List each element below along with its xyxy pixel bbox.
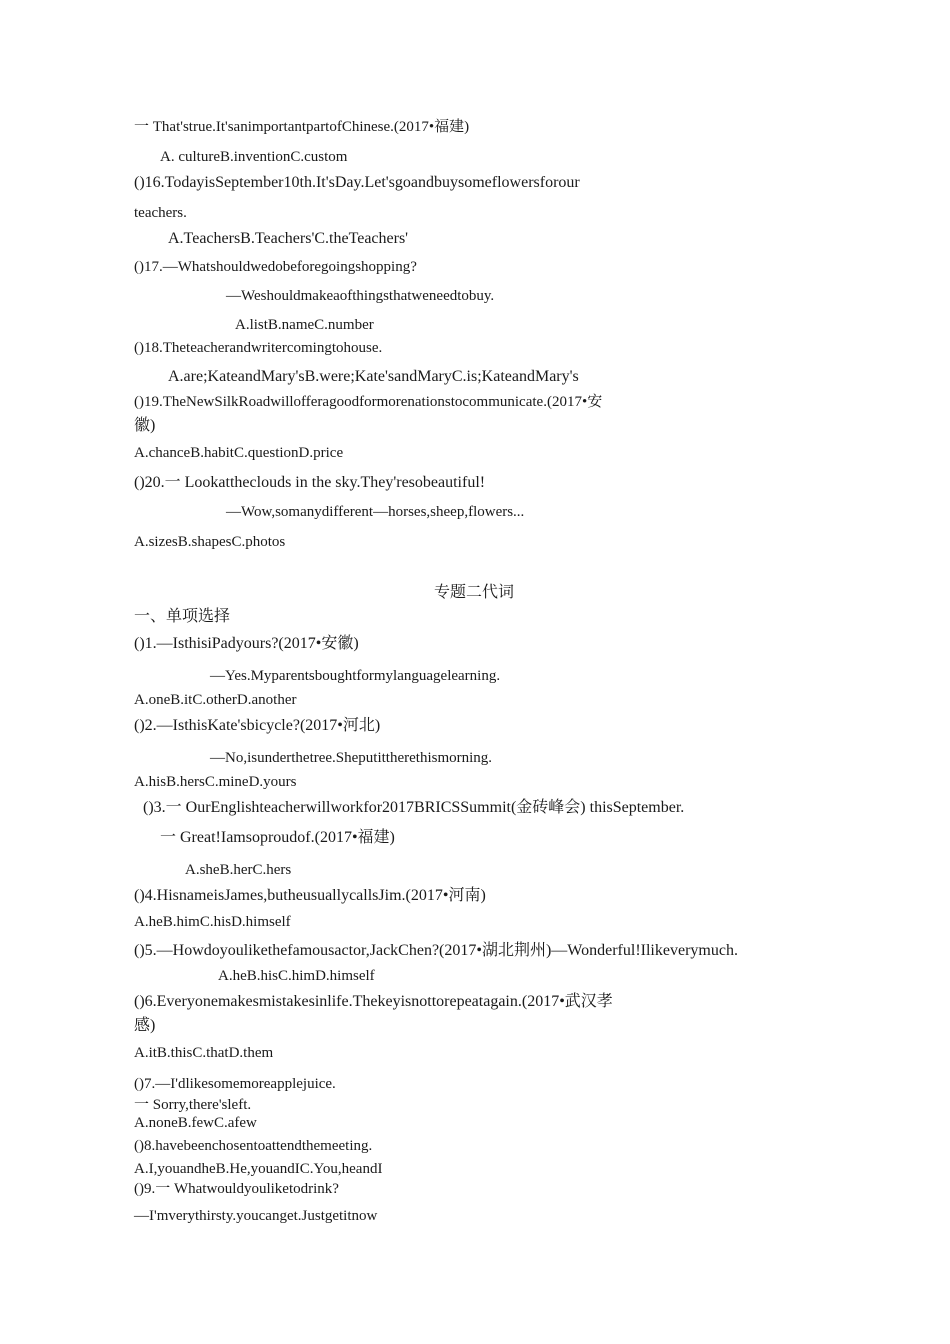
text-line: —Wow,somanydifferent—horses,sheep,flowers... (226, 504, 525, 520)
text-line: —I'mverythirsty.youcanget.Justgetitnow (134, 1208, 378, 1224)
question-17: ()17.—Whatshouldwedobeforegoingshopping? (134, 259, 417, 275)
question-8: ()8.havebeenchosentoattendthemeeting. (134, 1138, 373, 1154)
answer-options: A.are;KateandMary'sB.were;Kate'sandMaryC.is;KateandMary's (168, 368, 579, 385)
question-1: ()1.—IsthisiPadyours?(2017•安徽) (134, 635, 359, 652)
section-title: 专题二代词 (434, 584, 515, 601)
answer-options: A.heB.hisC.himD.himself (218, 968, 375, 984)
answer-options: A.sheB.herC.hers (185, 862, 292, 878)
answer-options: A.sizesB.shapesC.photos (134, 534, 286, 550)
question-19: ()19.TheNewSilkRoadwillofferagoodformorenationstocommunicate.(2017•安 (134, 394, 603, 410)
text-line: —No,isunderthetree.Sheputittherethismorning. (210, 750, 493, 766)
question-2: ()2.—IsthisKate'sbicycle?(2017•河北) (134, 717, 381, 734)
question-6: ()6.Everyonemakesmistakesinlife.Thekeyisnottorepeatagain.(2017•武汉孝 (134, 993, 613, 1010)
answer-options: A.noneB.fewC.afew (134, 1115, 257, 1131)
question-5: ()5.—Howdoyoulikethefamousactor,JackChen?(2017•湖北荆州)—Wonderful!Ilikeverymuch. (134, 942, 738, 959)
text-line: 一 Sorry,there'sleft. (134, 1097, 252, 1113)
text-line: 一 Great!Iamsoproudof.(2017•福建) (160, 829, 395, 846)
text-line: teachers. (134, 205, 187, 221)
question-3: ()3.一 OurEnglishteacherwillworkfor2017BRICSSummit(金砖峰会) thisSeptember. (143, 799, 685, 816)
text-line: —Yes.Myparentsboughtformylanguagelearning. (210, 668, 501, 684)
question-18: ()18.Theteacherandwritercomingtohouse. (134, 340, 383, 356)
answer-options: A.itB.thisC.thatD.them (134, 1045, 274, 1061)
text-line: —Weshouldmakeaofthingsthatweneedtobuy. (226, 288, 495, 304)
question-7: ()7.—I'dlikesomemoreapplejuice. (134, 1076, 336, 1092)
answer-options: A.heB.himC.hisD.himself (134, 914, 291, 930)
answer-options: A.listB.nameC.number (235, 317, 374, 333)
answer-options: A.hisB.hersC.mineD.yours (134, 774, 297, 790)
answer-options: A.I,youandheB.He,youandIC.You,heandI (134, 1161, 383, 1177)
answer-options: A.TeachersB.Teachers'C.theTeachers' (168, 230, 409, 247)
answer-options: A.oneB.itC.otherD.another (134, 692, 297, 708)
text-line: 感) (134, 1017, 156, 1034)
answer-options: A.chanceB.habitC.questionD.price (134, 445, 344, 461)
answer-options: A. cultureB.inventionC.custom (160, 149, 348, 165)
question-20: ()20.一 Lookattheclouds in the sky.They'resobeautiful! (134, 474, 486, 491)
question-4: ()4.HisnameisJames,butheusuallycallsJim.(2017•河南) (134, 887, 486, 904)
question-9: ()9.一 Whatwouldyouliketodrink? (134, 1181, 339, 1197)
text-line: 徽) (134, 417, 156, 434)
text-line: 一 That'strue.It'sanimportantpartofChinese.(2017•福建) (134, 119, 470, 135)
section-subtitle: 一、单项选择 (134, 608, 231, 625)
question-16: ()16.TodayisSeptember10th.It'sDay.Let'sgoandbuysomeflowersforour (134, 174, 580, 191)
